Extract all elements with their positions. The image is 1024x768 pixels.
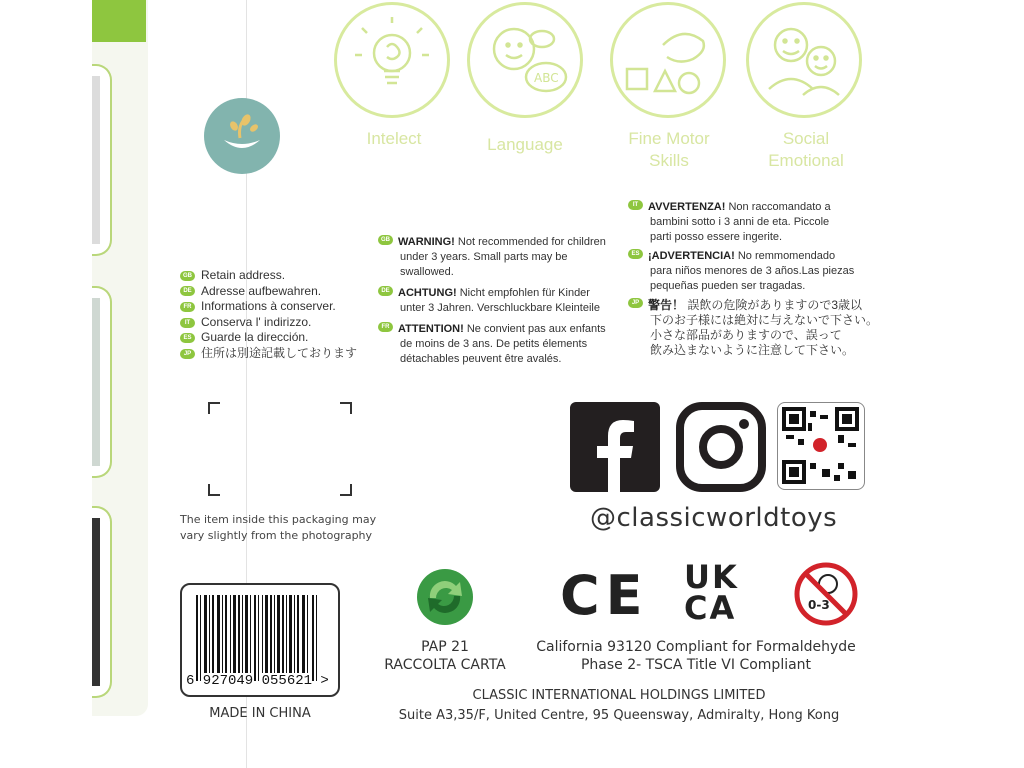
leaf-logo-icon bbox=[204, 98, 280, 174]
svg-text:ABC: ABC bbox=[534, 71, 559, 85]
flag-gb-icon: GB bbox=[378, 235, 393, 245]
recycle-icon bbox=[416, 568, 474, 626]
flag-jp-icon: JP bbox=[180, 349, 195, 359]
frame-corner-tl bbox=[208, 402, 220, 414]
company-info bbox=[366, 686, 872, 726]
company-address: Suite A3,35/F, United Centre, 95 Queensway, Admiralty, Hong Kong bbox=[398, 708, 840, 723]
skill-label-language: Language bbox=[487, 135, 563, 154]
facebook-icon[interactable] bbox=[570, 402, 660, 492]
flag-it-icon: IT bbox=[180, 318, 195, 328]
flag-de-icon: DE bbox=[378, 286, 393, 296]
made-in-label: MADE IN CHINA bbox=[209, 706, 311, 721]
flag-fr-icon: FR bbox=[378, 322, 393, 332]
barcode bbox=[180, 583, 340, 697]
frame-corner-br bbox=[340, 484, 352, 496]
age-warning-icon bbox=[794, 562, 858, 626]
product-card-2 bbox=[92, 286, 112, 478]
flag-de-icon: DE bbox=[180, 286, 195, 296]
skill-label-fine-motor: Fine Motor Skills bbox=[628, 129, 710, 170]
instagram-icon[interactable] bbox=[676, 402, 766, 492]
list-item: JP 住所は別途記載しております bbox=[180, 346, 357, 362]
list-item: IT Conserva l' indirizzo. bbox=[180, 315, 357, 331]
skill-fine-motor-icon bbox=[610, 2, 726, 118]
company-name: CLASSIC INTERNATIONAL HOLDINGS LIMITED bbox=[472, 688, 766, 703]
compliance-text: California 93120 Compliant for Formaldehyde Phase 2- TSCA Title VI Compliant bbox=[536, 639, 856, 673]
address-notice-list bbox=[180, 268, 357, 362]
product-card-3 bbox=[92, 506, 112, 698]
social-handle: @classicworldtoys bbox=[590, 503, 838, 533]
list-item: DE Adresse aufbewahren. bbox=[180, 284, 357, 300]
skill-language-icon bbox=[467, 2, 583, 118]
recycle-label: PAP 21 RACCOLTA CARTA bbox=[384, 639, 506, 673]
skill-social-emotional-icon bbox=[746, 2, 862, 118]
age-label: 0-3 bbox=[808, 598, 830, 612]
flag-jp-icon: JP bbox=[628, 298, 643, 308]
skill-label-social-emotional: Social Emotional bbox=[768, 129, 844, 170]
warnings-left: GB WARNING! Not recommended for children under 3 years. Small parts may be swallowed. DE ACHTUNG! Nicht empfohlen für Kinder unter 3 Jahren. Verschluckbare Kleinteile FR ATTENTION! Ne convient pas aux enfants de moins de 3 ans. De petits élements détachables peuvent être avalés. bbox=[378, 235, 608, 367]
list-item: ES Guarde la dirección. bbox=[180, 330, 357, 346]
flag-es-icon: ES bbox=[180, 333, 195, 343]
ce-mark-icon: CE bbox=[560, 564, 649, 627]
flag-it-icon: IT bbox=[628, 200, 643, 210]
green-tab bbox=[92, 0, 146, 42]
list-item: GB Retain address. bbox=[180, 268, 357, 284]
flag-gb-icon: GB bbox=[180, 271, 195, 281]
flag-fr-icon: FR bbox=[180, 302, 195, 312]
product-card-1 bbox=[92, 64, 112, 256]
photo-note: The item inside this packaging may vary slightly from the photography bbox=[180, 513, 377, 542]
flag-es-icon: ES bbox=[628, 249, 643, 259]
list-item: FR Informations à conserver. bbox=[180, 299, 357, 315]
frame-corner-bl bbox=[208, 484, 220, 496]
skill-label-intelect: Intelect bbox=[366, 129, 422, 148]
skill-intelect-icon bbox=[334, 2, 450, 118]
barcode-number: 6 927049 055621 > bbox=[186, 673, 329, 689]
ukca-mark-icon: UK CA bbox=[684, 558, 739, 627]
qr-code-icon[interactable] bbox=[777, 402, 865, 490]
warnings-right: IT AVVERTENZA! Non raccomandato a bambini sotto i 3 anni de eta. Piccole parti posso essere ingerite. ES ¡ADVERTENCIA! No remmomendado para niños menores de 3 años.Las piezas pequeñas pueden ser tragadas. JP 警告！ 誤飲の危険がありますので3歳以 下のお子様には絶対に与えないで下さい。 小さな部品がありますので、誤って 飲み込まないように注意して下さい。 bbox=[628, 200, 888, 358]
frame-corner-tr bbox=[340, 402, 352, 414]
